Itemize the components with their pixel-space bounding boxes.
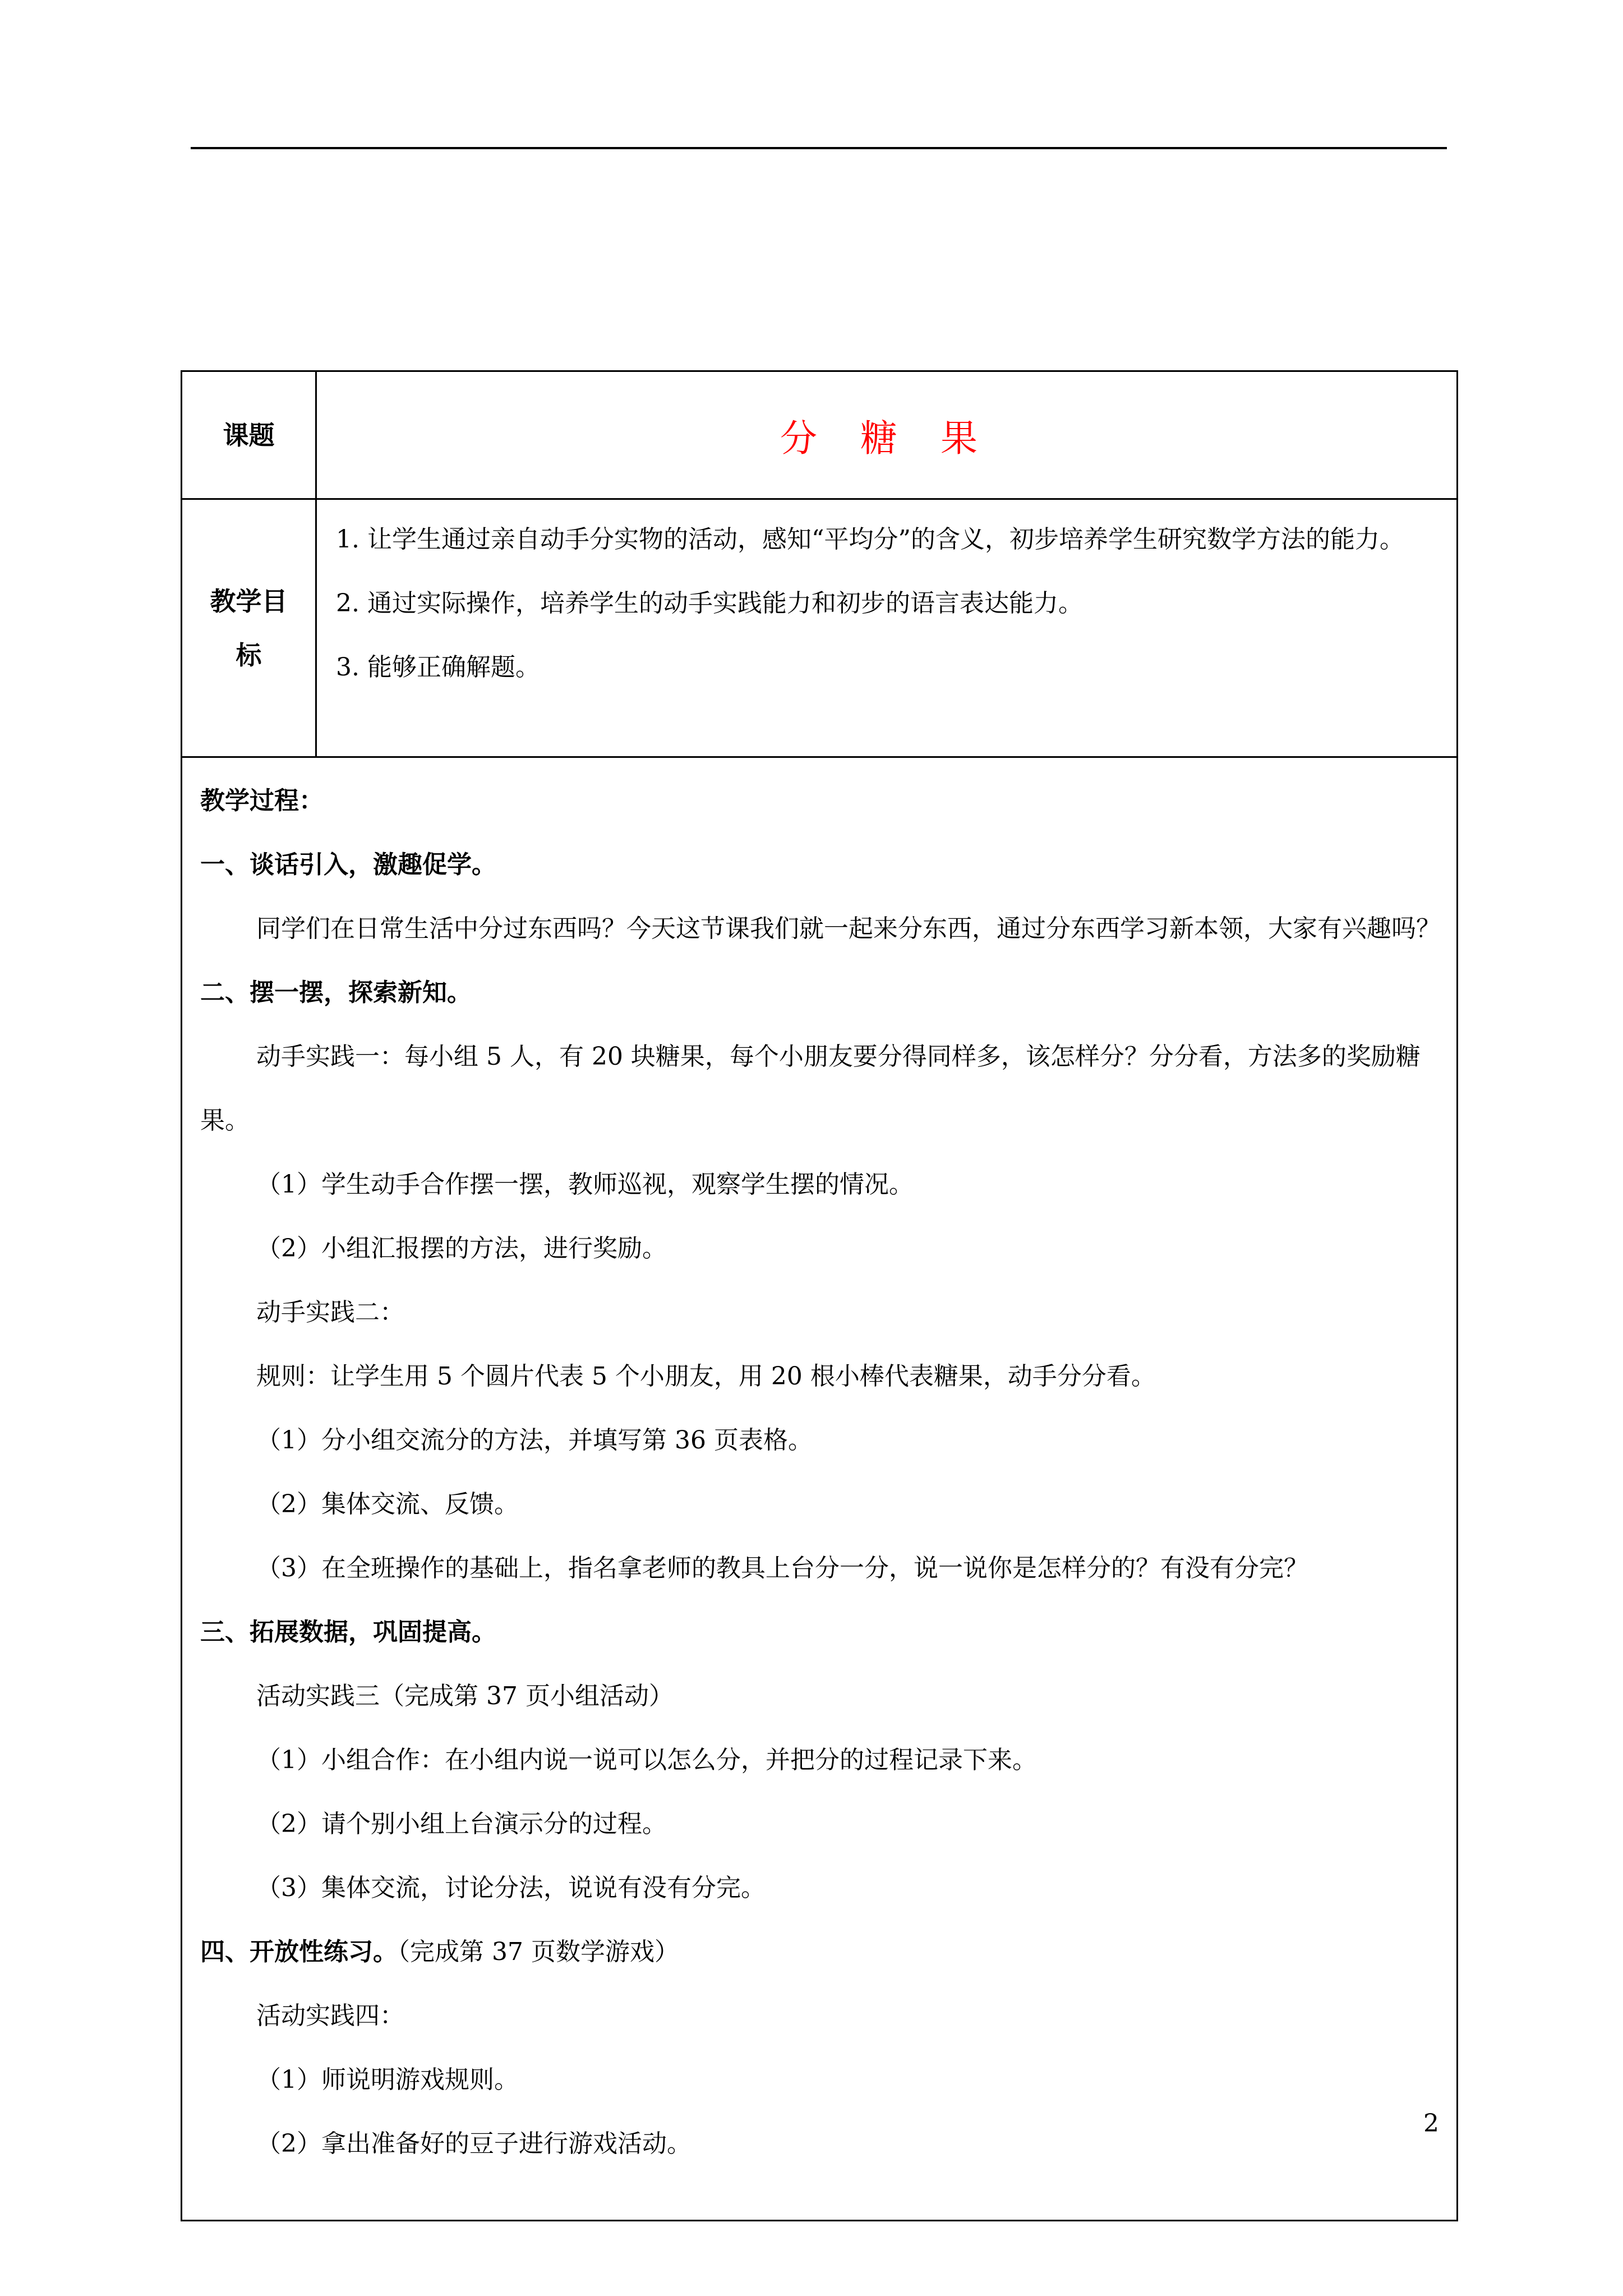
goal-item: 3. 能够正确解题。 (336, 653, 540, 682)
step-item: （1）小组合作：在小组内说一说可以怎么分，并把分的过程记录下来。 (256, 1746, 1037, 1774)
step-item: （2）拿出准备好的豆子进行游戏活动。 (256, 2129, 691, 2158)
topic-row (182, 372, 1456, 500)
step-item: （1）学生动手合作摆一摆，教师巡视，观察学生摆的情况。 (256, 1170, 914, 1199)
step-item: （2）小组汇报摆的方法，进行奖励。 (256, 1234, 667, 1263)
goals-row (182, 500, 1456, 758)
teaching-process-cell (182, 758, 1456, 2176)
section-note: （完成第 37 页数学游戏） (398, 1938, 679, 1966)
section-title: 二、摆一摆，探索新知。 (200, 978, 472, 1007)
section-title: 三、拓展数据，巩固提高。 (200, 1618, 496, 1646)
section-title: 一、谈话引入，激趣促学。 (200, 850, 496, 879)
step-item: （2）请个别小组上台演示分的过程。 (256, 1810, 667, 1838)
subsection-title: 活动实践四： (256, 2001, 404, 2030)
paragraph: 同学们在日常生活中分过东西吗？今天这节课我们就一起来分东西，通过分东西学习新本领，大家有兴趣吗？ (256, 914, 1441, 943)
subsection-title: 动手实践二： (256, 1298, 404, 1327)
process-heading: 教学过程： (200, 786, 324, 815)
goals-label-cell (182, 500, 317, 756)
paragraph: 动手实践一：每小组 5 人，有 20 块糖果，每个小朋友要分得同样多，该怎样分？分分看，方法多的奖励糖果。 (200, 1042, 1421, 1135)
lesson-title: 分 糖 果 (780, 417, 993, 460)
step-item: （3）在全班操作的基础上，指名拿老师的教具上台分一分，说一说你是怎样分的？有没有分完？ (256, 1554, 1308, 1582)
header-rule (191, 147, 1447, 149)
goals-cell (317, 500, 1456, 756)
section-title: 四、开放性练习。 (200, 1938, 398, 1966)
goal-item: 2. 通过实际操作，培养学生的动手实践能力和初步的语言表达能力。 (336, 589, 1083, 618)
page-number: 2 (1423, 2109, 1439, 2138)
step-item: （1）分小组交流分的方法，并填写第 36 页表格。 (256, 1426, 813, 1455)
goal-item: 1. 让学生通过亲自动手分实物的活动，感知“平均分”的含义，初步培养学生研究数学方法的能力。 (336, 525, 1404, 554)
subsection-title: 活动实践三（完成第 37 页小组活动） (256, 1682, 674, 1710)
lesson-plan-table (181, 370, 1458, 2221)
step-item: （1）师说明游戏规则。 (256, 2065, 519, 2094)
topic-label: 课题 (182, 372, 317, 498)
goals-label: 教学目标 (210, 586, 288, 670)
step-item: （2）集体交流、反馈。 (256, 1490, 519, 1519)
step-item: （3）集体交流，讨论分法，说说有没有分完。 (256, 1874, 766, 1902)
section-line (200, 1920, 1442, 1984)
rule-text: 规则：让学生用 5 个圆片代表 5 个小朋友，用 20 根小棒代表糖果，动手分分看。 (256, 1362, 1156, 1391)
